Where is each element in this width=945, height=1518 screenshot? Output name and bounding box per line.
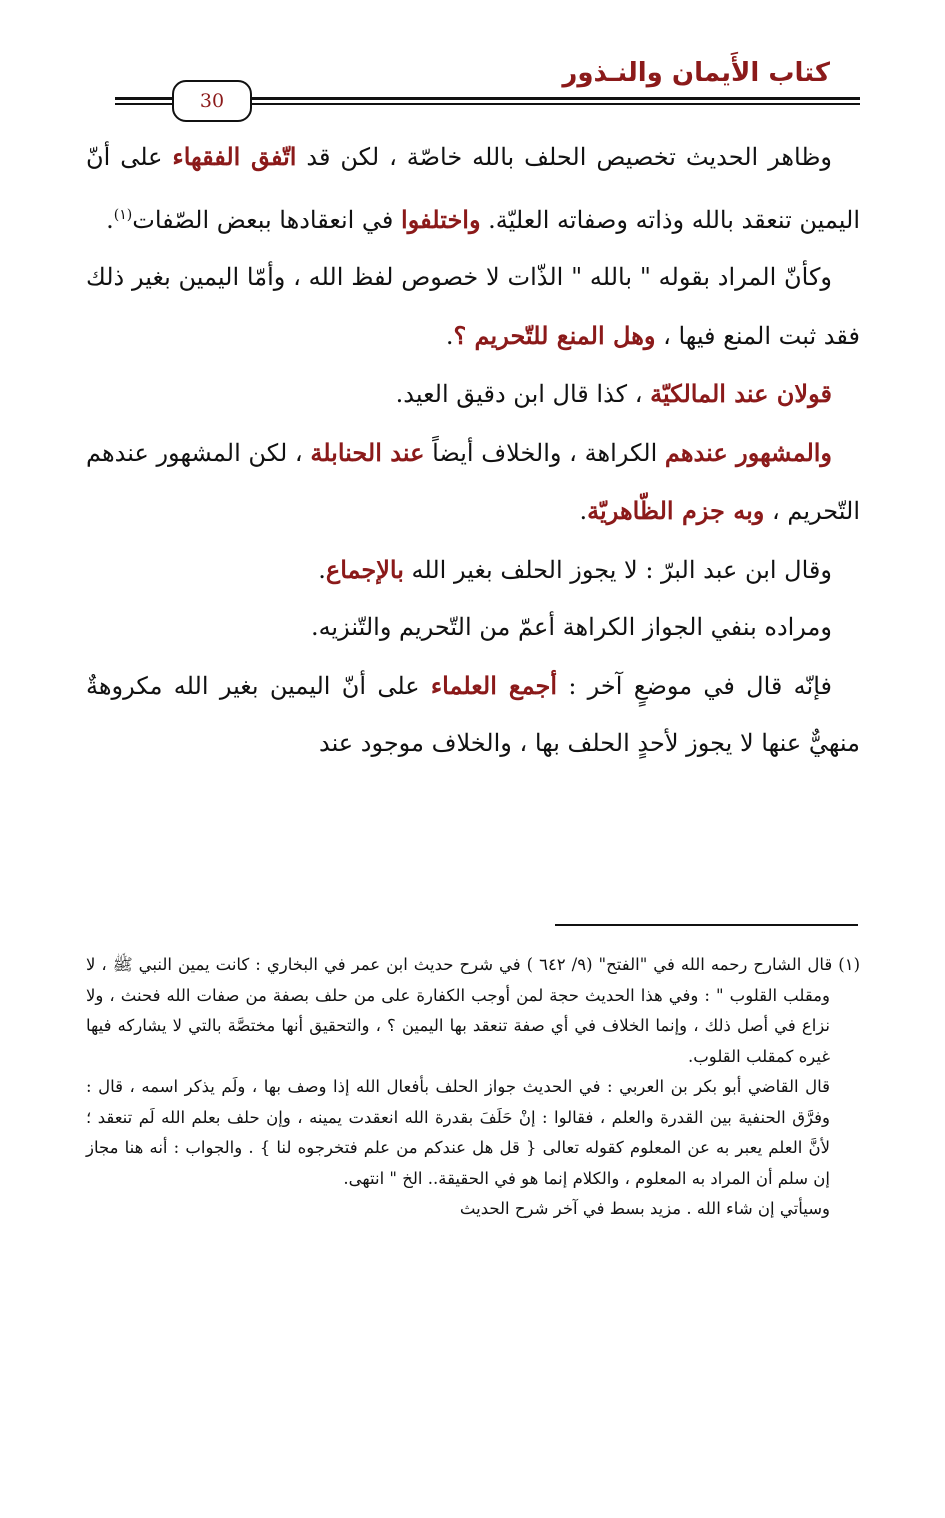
highlight-term: واختلفوا — [401, 204, 481, 234]
header-rule-left-top — [115, 97, 172, 100]
header-rule-right-top — [248, 97, 860, 100]
text-run: على أنّ اليمين تنعقد بالله وذاته وصفاته العليّة. — [86, 143, 860, 234]
highlight-term: أجمع العلماء — [430, 670, 558, 700]
paragraph-7 — [86, 657, 860, 773]
book-title: كتاب الأَيمان والنـذور — [562, 58, 830, 88]
paragraph-2 — [86, 249, 860, 365]
page-number-badge: 30 — [172, 80, 252, 122]
text-run: وقال ابن عبد البرّ : لا يجوز الحلف بغير الله — [403, 555, 832, 584]
text-run: ومراده بنفي الجواز الكراهة أعمّ من التّحريم والتّنزيه. — [310, 613, 832, 641]
main-text — [86, 128, 860, 773]
footnote-1-closing: وسيأتي إن شاء الله . مزيد بسط في آخر شرح الحديث — [459, 1199, 830, 1218]
paragraph-3 — [86, 365, 860, 424]
paragraph-6 — [86, 599, 860, 657]
text-run: فإنّه قال في موضعٍ آخر : — [557, 671, 833, 700]
text-run: الكراهة ، والخلاف أيضاً — [424, 438, 665, 467]
text-run: . — [106, 205, 114, 234]
paragraph-1 — [86, 128, 860, 249]
text-run: على أنّ اليمين بغير الله مكروهةٌ منهيٌّ عنها لا يجوز لأحدٍ الحلف بها ، والخلاف موجود عند — [86, 671, 860, 757]
header-rule-right-bottom — [248, 103, 860, 105]
paragraph-5 — [86, 541, 860, 600]
footnote-1-continued: قال القاضي أبو بكر بن العربي : في الحديث جواز الحلف بأفعال الله إذا وصف بها ، ولَم يذكر اسمه ، قال : وفرَّق الحنفية بين القدرة والعلم ، فقالوا : إنْ حَلَفَ بقدرة الله انعقدت يمينه ، وإن حلف بعلم الله لَم تنعقد ؛ لأنَّ العلم يعبر به عن المعلوم كقوله تعالى { قل هل عندكم من علم فتخرجوه لنا } . والجواب : أنه هنا مجاز إن سلم أن المراد به المعلوم ، والكلام إنما هو في الحقيقة.. الخ " انتهى. — [86, 1077, 830, 1188]
footnote-divider — [555, 924, 858, 926]
highlight-term: وهل المنع للتّحريم ؟ — [453, 320, 656, 350]
text-run: ، لكن المشهور عندهم التّحريم ، — [86, 438, 860, 525]
footnote-1: (١) قال الشارح رحمه الله في "الفتح" (٩/ ٦٤٢ ) في شرح حديث ابن عمر في البخاري : كانت يمين النبي ﷺ ، لا ومقلب القلوب " : وفي هذا الحديث حجة لمن أوجب الكفارة على من حلف بصفة من صفات الله فحنث ، ولا نزاع في أصل ذلك ، وإنما الخلاف في أي صفة تنعقد بها اليمين ؟ ، والتحقيق أنها مختصَّة بالتي لا يشاركه فيها غيره كمقلب القلوب. — [86, 955, 860, 1066]
highlight-term: والمشهور عندهم — [664, 437, 833, 467]
highlight-term: بالإجماع — [325, 554, 404, 584]
paragraph-4 — [86, 424, 860, 541]
highlight-term: وبه جزم الظّاهريّة — [587, 496, 765, 525]
highlight-term: قولان عند المالكيّة — [650, 379, 832, 408]
text-run: وكأنّ المراد بقوله " بالله " الذّات لا خصوص لفظ الله ، وأمّا اليمين بغير ذلك فقد ثبت المنع فيها ، — [86, 263, 860, 350]
text-run: وظاهر الحديث تخصيص الحلف بالله خاصّة ، لكن قد — [296, 143, 833, 171]
header-rule-left-bottom — [115, 103, 172, 105]
text-run: . — [318, 555, 326, 584]
text-run: في انعقادها ببعض الصّفات — [132, 205, 402, 234]
footnote-reference[interactable]: (١) — [113, 206, 133, 223]
text-run: . — [579, 497, 588, 525]
text-run: . — [445, 321, 454, 350]
footnotes — [86, 950, 860, 1225]
text-run: ، كذا قال ابن دقيق العيد. — [395, 380, 651, 408]
highlight-term: عند الحنابلة — [310, 437, 425, 467]
highlight-term: اتّفق الفقهاء — [172, 142, 297, 171]
